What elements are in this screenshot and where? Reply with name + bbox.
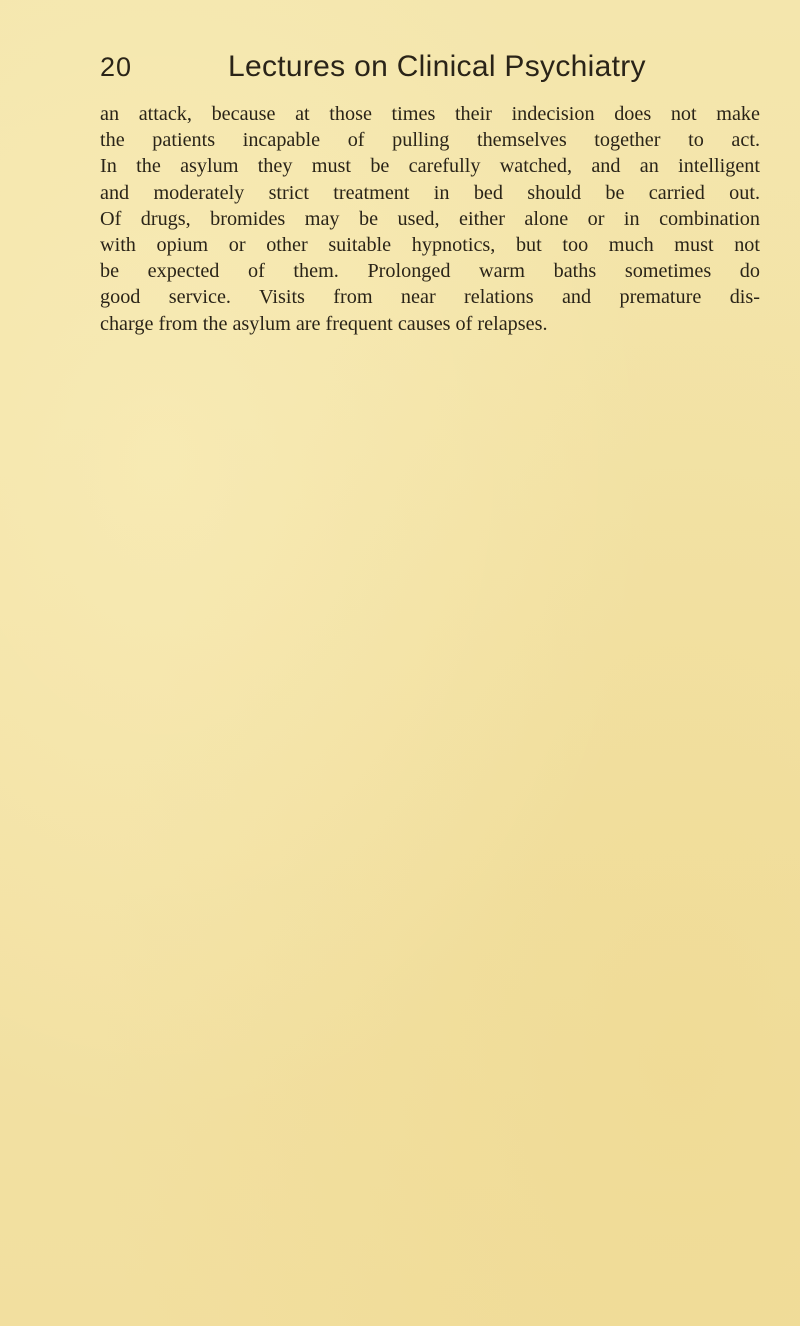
page-number: 20 [100, 52, 133, 82]
text-line: charge from the asylum are frequent causes of relapses. [100, 312, 548, 335]
running-title: Lectures on Clinical Psychiatry [228, 50, 646, 83]
page-header [0, 44, 800, 94]
text-line: the patients incapable of pulling themselves together to act. [100, 129, 760, 152]
text-line: with opium or other suitable hypnotics, but too much must not [100, 233, 760, 256]
text-line: In the asylum they must be carefully watched, and an intelligent [100, 155, 760, 178]
text-line: and moderately strict treatment in bed should be carried out. [100, 181, 760, 204]
text-line: Of drugs, bromides may be used, either alone or in combination [100, 207, 760, 230]
text-line: be expected of them. Prolonged warm baths sometimes do [100, 260, 760, 283]
text-line: good service. Visits from near relations and premature dis- [100, 286, 760, 309]
text-line: an attack, because at those times their indecision does not make [100, 103, 760, 125]
body-paragraph [100, 101, 760, 337]
